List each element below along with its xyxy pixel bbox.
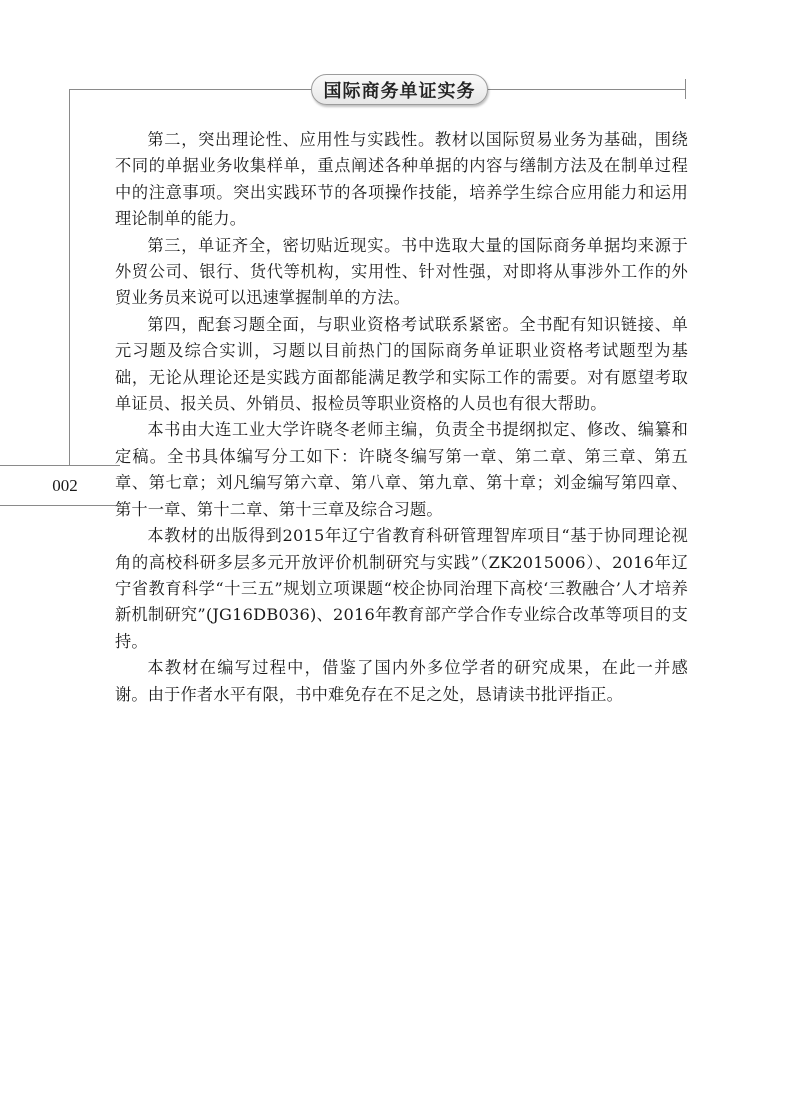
page-number-rule-top [0, 465, 120, 466]
running-title: 国际商务单证实务 [311, 74, 488, 105]
paragraph: 第二，突出理论性、应用性与实践性。教材以国际贸易业务为基础，围绕不同的单据业务收集样单，重点阐述各种单据的内容与缮制方法及在制单过程中的注意事项。突出实践环节的各项操作技能，培养学生综合应用能力和运用理论制单的能力。 [115, 130, 688, 229]
header-rule-end-tick [685, 79, 686, 99]
page-number-rule-bottom [0, 505, 120, 506]
page-number: 002 [52, 476, 78, 495]
paragraph: 本书由大连工业大学许晓冬老师主编，负责全书提纲拟定、修改、编纂和定稿。全书具体编写分工如下：许晓冬编写第一章、第二章、第三章、第五章、第七章；刘凡编写第六章、第八章、第九章、第十章；刘金编写第四章、第十一章、第十二章、第十三章及综合习题。 [115, 420, 688, 519]
paragraph: 本教材在编写过程中，借鉴了国内外多位学者的研究成果，在此一并感谢。由于作者水平有限，书中难免存在不足之处，恳请读书批评指正。 [115, 658, 688, 704]
header-rule-right [488, 89, 685, 90]
paragraph: 第四，配套习题全面，与职业资格考试联系紧密。全书配有知识链接、单元习题及综合实训，习题以目前热门的国际商务单证职业资格考试题型为基础，无论从理论还是实践方面都能满足教学和实际工作的需要。对有愿望考取单证员、报关员、外销员、报检员等职业资格的人员也有很大帮助。 [115, 314, 688, 414]
paragraph: 本教材的出版得到2015年辽宁省教育科研管理智库项目“基于协同理论视角的高校科研多层多元开放评价机制研究与实践”（ZK2015006）、2016年辽宁省教育科学“十三五”规划立项课题“校企协同治理下高校‘三教融合’人才培养新机制研究”(JG16DB036)、2016年教育部产学合作专业综合改革等项目的支持。 [115, 526, 688, 651]
header-rule-left [69, 89, 311, 90]
margin-rule-vertical [69, 89, 70, 465]
body-text [115, 127, 688, 708]
paragraph: 第三，单证齐全，密切贴近现实。书中选取大量的国际商务单据均来源于外贸公司、银行、货代等机构，实用性、针对性强，对即将从事涉外工作的外贸业务员来说可以迅速掌握制单的方法。 [115, 235, 688, 308]
